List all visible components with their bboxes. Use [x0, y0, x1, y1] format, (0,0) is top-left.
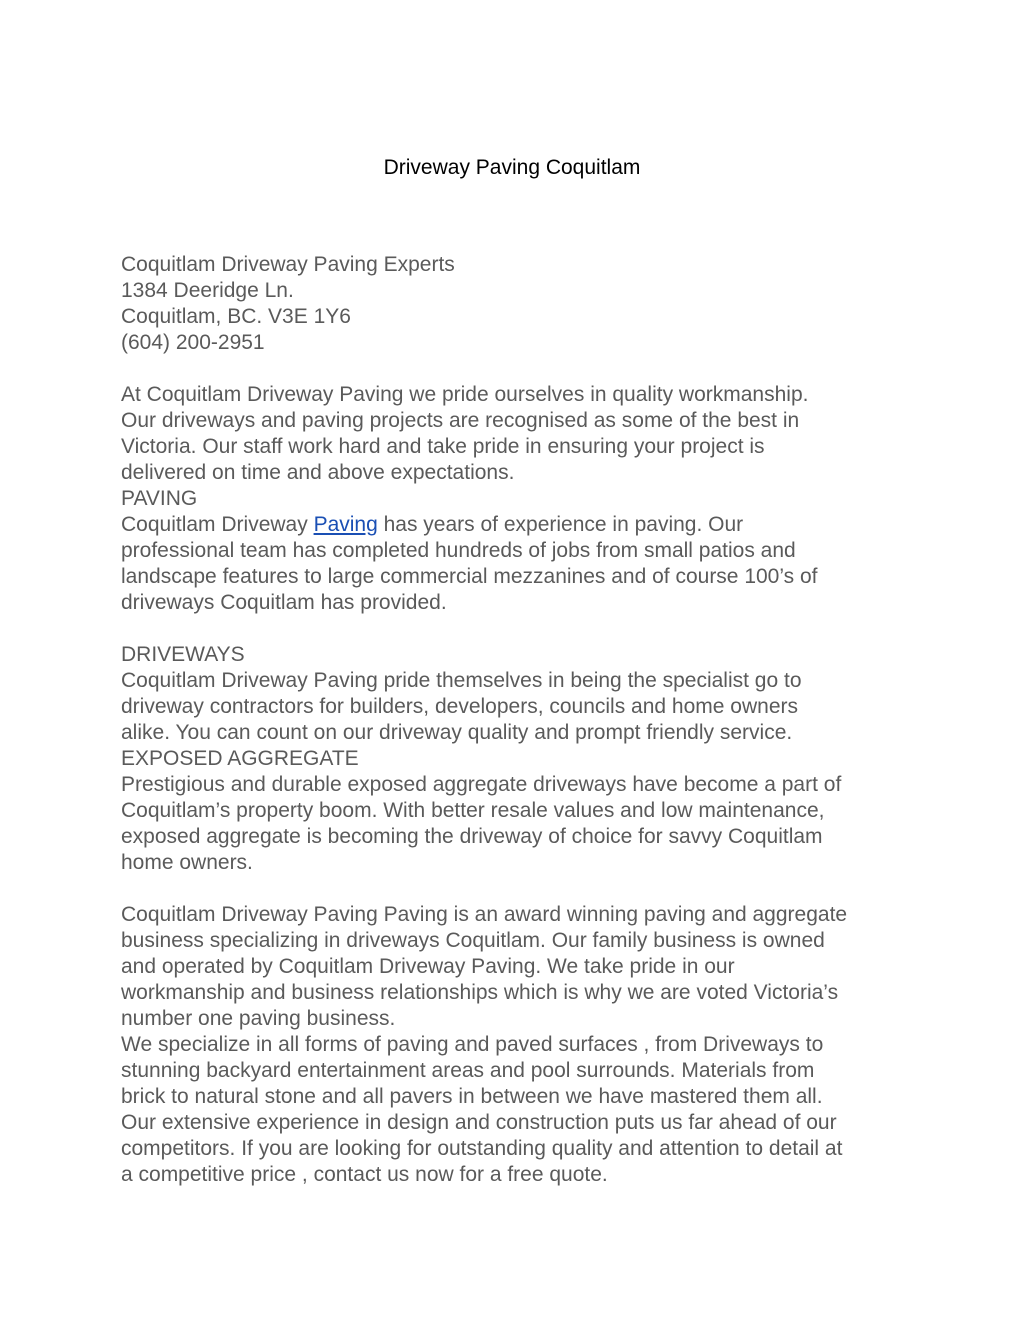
paving-text-before-link: Coquitlam Driveway: [121, 513, 314, 536]
driveways-line: alike. You can count on our driveway quality and prompt friendly service.: [121, 721, 793, 744]
paving-line: professional team has completed hundreds of jobs from small patios and: [121, 539, 796, 562]
exposed-aggregate-section: [121, 746, 921, 876]
address-block: [121, 252, 921, 356]
exposed-aggregate-line: exposed aggregate is becoming the driveway of choice for savvy Coquitlam: [121, 825, 823, 848]
phone-number: (604) 200-2951: [121, 331, 265, 354]
about-line: business specializing in driveways Coquitlam. Our family business is owned: [121, 929, 825, 952]
specialize-line: Our extensive experience in design and construction puts us far ahead of our: [121, 1111, 837, 1134]
exposed-aggregate-heading: EXPOSED AGGREGATE: [121, 747, 359, 770]
exposed-aggregate-line: Coquitlam’s property boom. With better resale values and low maintenance,: [121, 799, 825, 822]
document-body: [121, 252, 921, 1188]
specialize-line: a competitive price , contact us now for a free quote.: [121, 1163, 608, 1186]
page-title: Driveway Paving Coquitlam: [383, 156, 641, 179]
about-line: and operated by Coquitlam Driveway Paving. We take pride in our: [121, 955, 735, 978]
business-name: Coquitlam Driveway Paving Experts: [121, 253, 455, 276]
paving-line: [121, 512, 921, 538]
driveways-line: Coquitlam Driveway Paving pride themselves in being the specialist go to: [121, 669, 802, 692]
intro-line: Victoria. Our staff work hard and take pride in ensuring your project is: [121, 435, 765, 458]
about-line: workmanship and business relationships which is why we are voted Victoria’s: [121, 981, 839, 1004]
paving-link[interactable]: Paving: [313, 513, 378, 536]
intro-line: Our driveways and paving projects are recognised as some of the best in: [121, 409, 800, 432]
intro-line: delivered on time and above expectations.: [121, 461, 515, 484]
driveways-line: driveway contractors for builders, developers, councils and home owners: [121, 695, 798, 718]
specialize-line: stunning backyard entertainment areas and pool surrounds. Materials from: [121, 1059, 815, 1082]
about-paragraph: [121, 902, 921, 1032]
exposed-aggregate-line: Prestigious and durable exposed aggregate driveways have become a part of: [121, 773, 842, 796]
intro-paragraph: [121, 382, 921, 486]
paving-heading: PAVING: [121, 487, 198, 510]
specialize-paragraph: [121, 1032, 921, 1188]
spacer: [121, 876, 921, 902]
specialize-line: competitors. If you are looking for outstanding quality and attention to detail at: [121, 1137, 843, 1160]
driveways-section: [121, 642, 921, 746]
specialize-line: brick to natural stone and all pavers in between we have mastered them all.: [121, 1085, 823, 1108]
paving-text-after-link: has years of experience in paving. Our: [377, 513, 744, 536]
paving-section: [121, 486, 921, 616]
spacer: [121, 616, 921, 642]
paving-line: driveways Coquitlam has provided.: [121, 591, 447, 614]
about-line: Coquitlam Driveway Paving Paving is an award winning paving and aggregate: [121, 903, 848, 926]
intro-line: At Coquitlam Driveway Paving we pride ourselves in quality workmanship.: [121, 383, 809, 406]
street-address: 1384 Deeridge Ln.: [121, 279, 294, 302]
city-postal-code: Coquitlam, BC. V3E 1Y6: [121, 305, 351, 328]
spacer: [121, 356, 921, 382]
paving-line: landscape features to large commercial mezzanines and of course 100’s of: [121, 565, 818, 588]
driveways-heading: DRIVEWAYS: [121, 643, 245, 666]
about-line: number one paving business.: [121, 1007, 396, 1030]
specialize-line: We specialize in all forms of paving and paved surfaces , from Driveways to: [121, 1033, 824, 1056]
exposed-aggregate-line: home owners.: [121, 851, 253, 874]
